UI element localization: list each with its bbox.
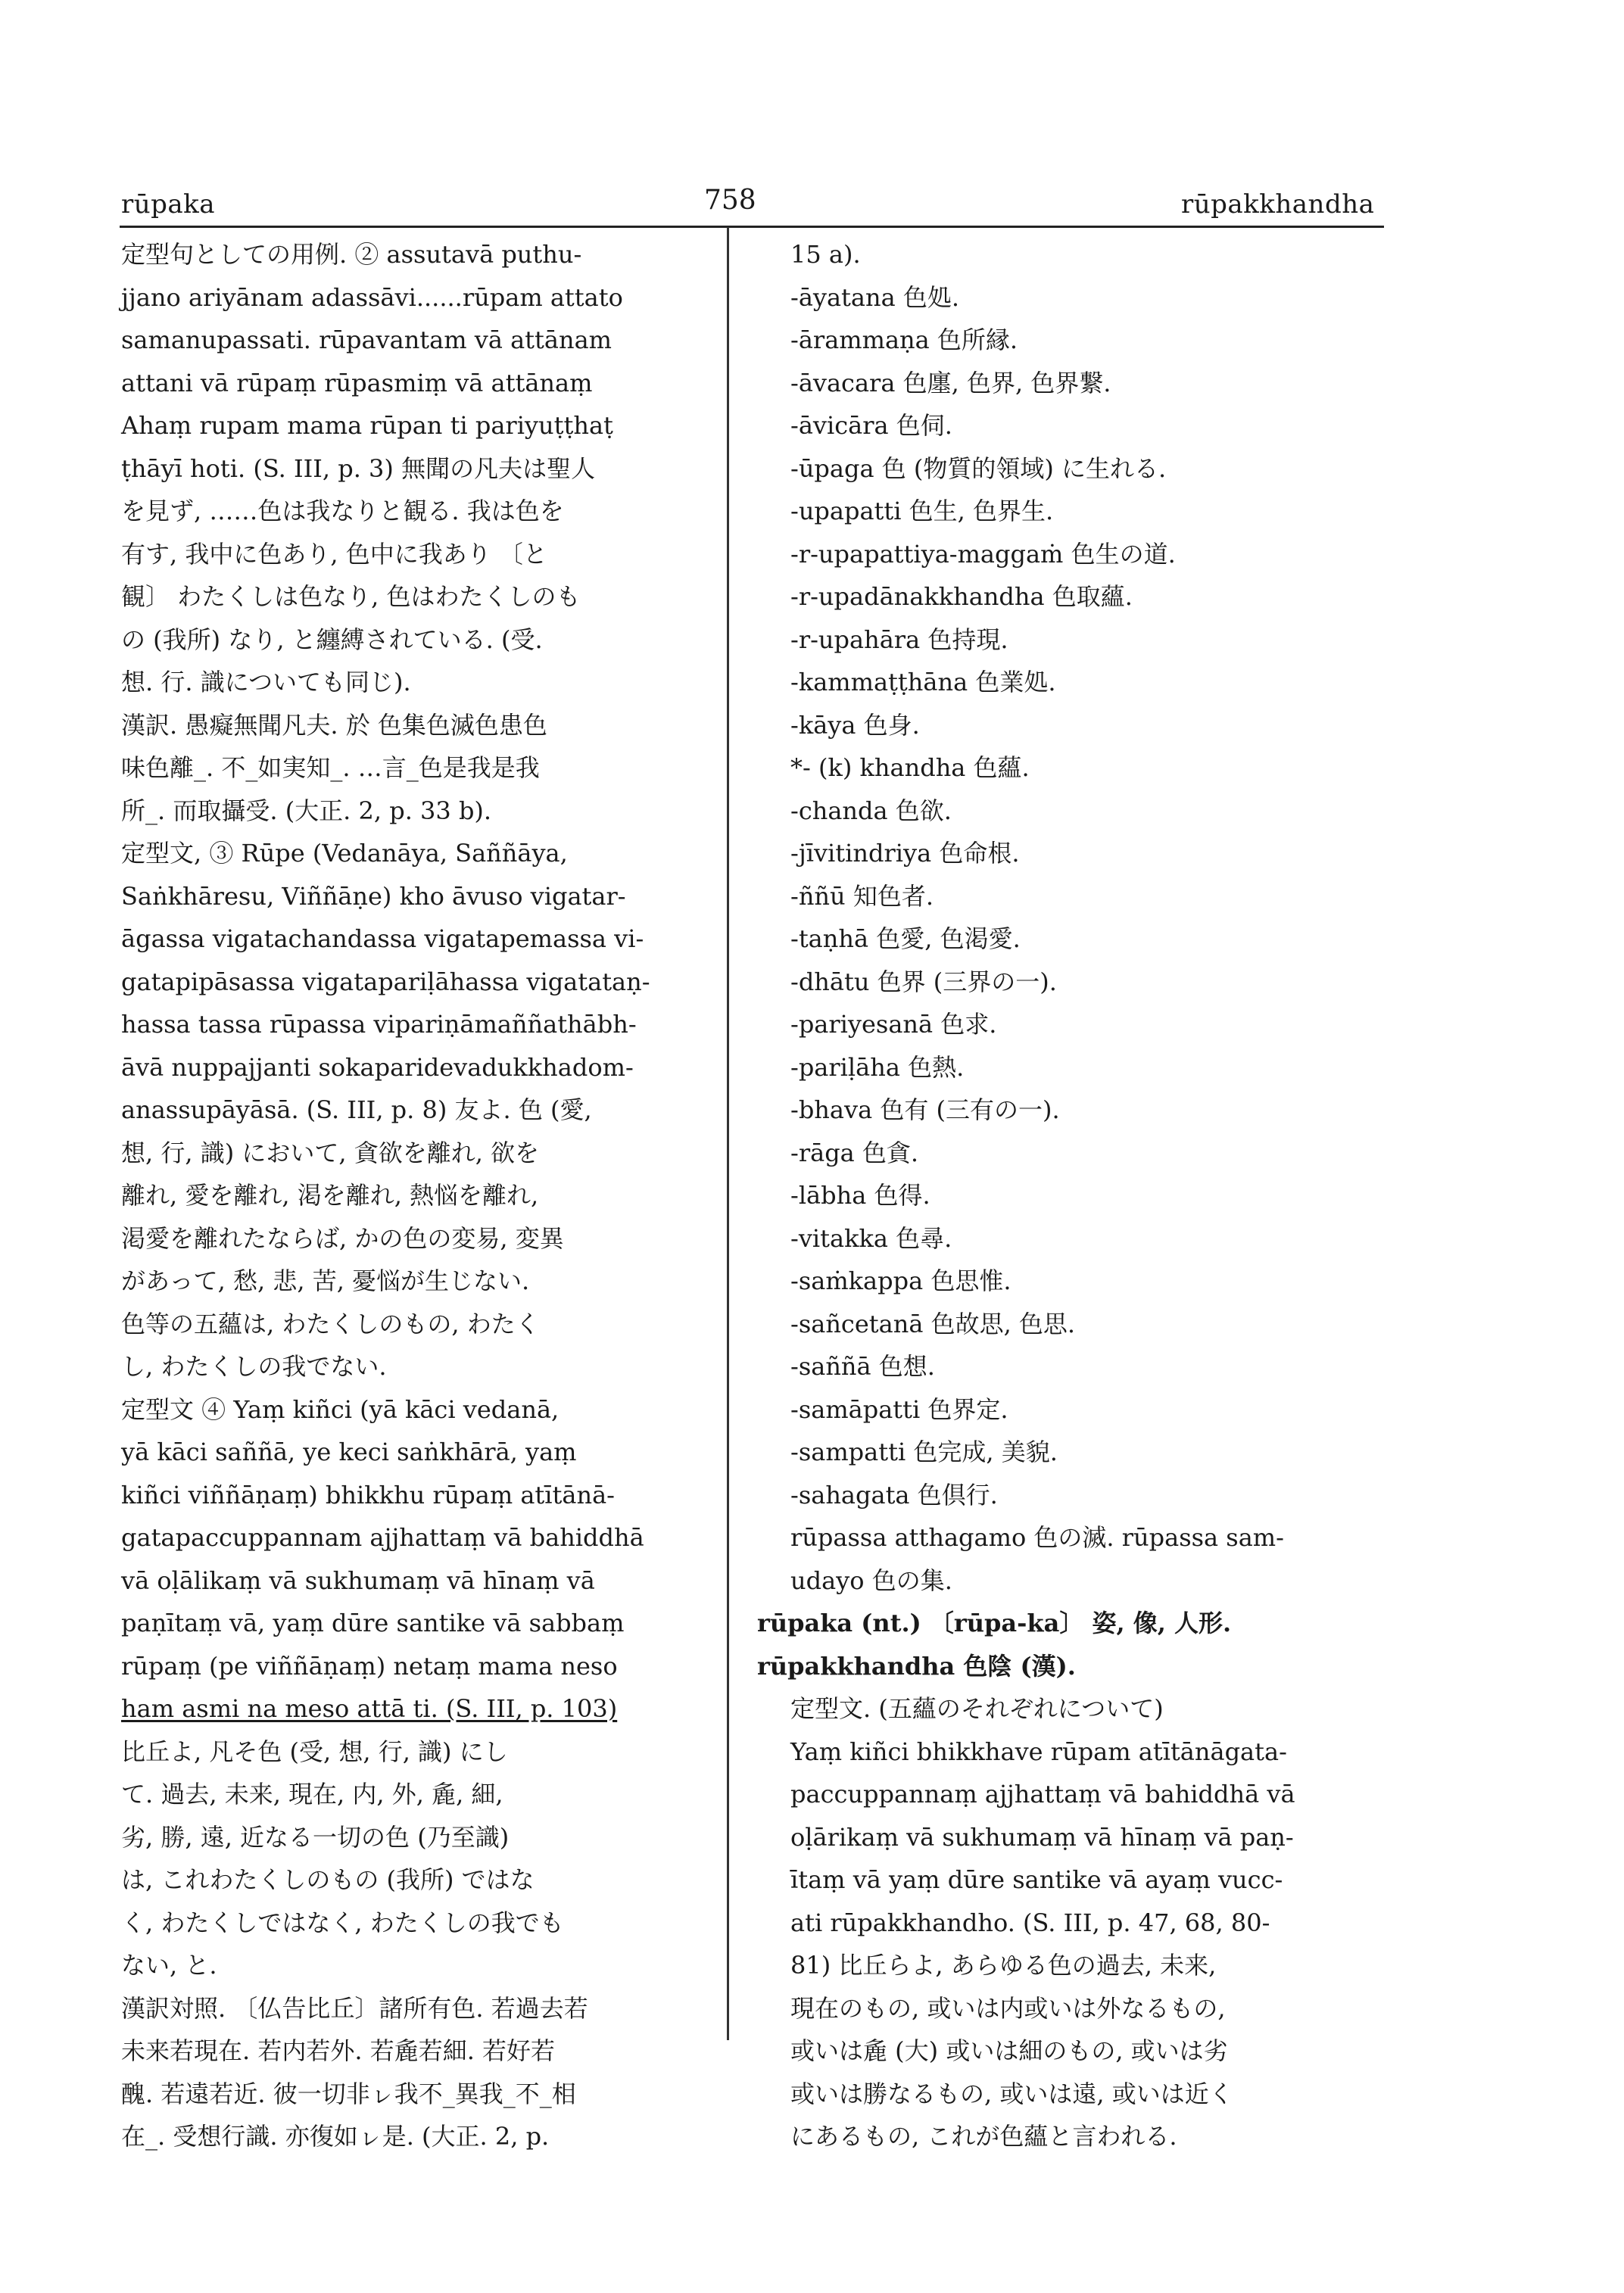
text-line: gatapaccuppannam ajjhattaṃ vā bahiddhā	[121, 1523, 644, 1552]
compound-entry: -ārammaṇa 色所縁.	[790, 326, 1018, 354]
text-line: があって, 愁, 悲, 苦, 憂悩が生じない.	[121, 1266, 530, 1295]
running-head-right: rūpakkhandha	[1181, 189, 1375, 220]
text-line: paṇītaṃ vā, yaṃ dūre santike vā sabbaṃ	[121, 1609, 625, 1637]
compound-entry: -sahagata 色倶行.	[790, 1480, 998, 1509]
text-line: 定型文, ③ Rūpe (Vedanāya, Saññāya,	[121, 839, 568, 868]
text-line: 観〕 わたくしは色なり, 色はわたくしのも	[121, 582, 581, 611]
text-line: attani vā rūpaṃ rūpasmiṃ vā attānaṃ	[121, 368, 593, 397]
text-line: 或いは麁 (大) 或いは細のもの, 或いは劣	[790, 2036, 1228, 2065]
text-line: kiñci viññāṇaṃ) bhikkhu rūpaṃ atītānā-	[121, 1480, 615, 1509]
compound-entry: -rāga 色貪.	[790, 1138, 919, 1167]
text-line: を見ず, ……色は我なりと観る. 我は色を	[121, 497, 564, 525]
compound-entry: -ūpaga 色 (物質的領域) に生れる.	[790, 453, 1167, 483]
page-number: 758	[704, 185, 756, 216]
text-line: ītaṃ vā yaṃ dūre santike vā ayaṃ vucc-	[790, 1865, 1283, 1894]
text-line: yā kāci saññā, ye keci saṅkhārā, yaṃ	[121, 1438, 577, 1466]
text-line: vā oḷālikaṃ vā sukhumaṃ vā hīnaṃ vā	[121, 1566, 595, 1595]
text-line: 81) 比丘らよ, あらゆる色の過去, 未来,	[790, 1951, 1217, 1980]
text-line: 想, 行, 識) において, 貪欲を離れ, 欲を	[121, 1138, 540, 1167]
text-line: ati rūpakkhandho. (S. III, p. 47, 68, 80-	[790, 1908, 1270, 1937]
text-line: 比丘よ, 凡そ色 (受, 想, 行, 識) にし	[121, 1737, 508, 1766]
compound-entry: -kāya 色身.	[790, 710, 920, 740]
text-line: ない, と.	[121, 1951, 217, 1980]
compound-entry: -sañcetanā 色故思, 色思.	[790, 1309, 1076, 1338]
headword-rupakkhandha: rūpakkhandha 色陰 (漢).	[757, 1651, 1076, 1681]
compound-entry: -sampatti 色完成, 美貌.	[790, 1438, 1058, 1466]
compound-entry: -pariyesanā 色求.	[790, 1010, 997, 1039]
text-line: 在_. 受想行識. 亦復如ㇾ是. (大正. 2, p.	[121, 2122, 550, 2151]
text-line: Ahaṃ rupam mama rūpan ti pariyuṭṭhaṭ	[121, 411, 613, 440]
text-line: jjano ariyānam adassāvi......rūpam attato	[121, 282, 623, 312]
text-line: 15 a).	[790, 240, 861, 269]
compound-entry: -taṇhā 色愛, 色渇愛.	[790, 924, 1021, 953]
text-line: anassupāyāsā. (S. III, p. 8) 友よ. 色 (愛,	[121, 1095, 592, 1124]
right-column	[757, 233, 1386, 2158]
text-line: し, わたくしの我でない.	[121, 1352, 387, 1381]
running-head-left: rūpaka	[121, 189, 216, 220]
text-line: 未来若現在. 若内若外. 若麁若細. 若好若	[121, 2036, 556, 2065]
text-line: 有す, 我中に色あり, 色中に我あり 〔と	[121, 539, 547, 569]
compound-entry: -r-upahāra 色持現.	[790, 625, 1008, 654]
text-line: 渇愛を離れたならば, かの色の変易, 変異	[121, 1223, 564, 1253]
compound-entry: -vitakka 色尋.	[790, 1223, 952, 1253]
compound-entry: -r-upapattiya-maggaṁ 色生の道.	[790, 539, 1176, 569]
page-header	[0, 0, 1624, 235]
text-line: oḷārikaṃ vā sukhumaṃ vā hīnaṃ vā paṇ-	[790, 1822, 1294, 1852]
text-line: udayo 色の集.	[790, 1566, 952, 1595]
text-line: āgassa vigatachandassa vigatapemassa vi-	[121, 924, 644, 953]
text-line: gatapipāsassa vigatapariḷāhassa vigatataṇ-	[121, 967, 650, 996]
text-line: にあるもの, これが色蘊と言われる.	[790, 2122, 1177, 2151]
text-line: paccuppannaṃ ajjhattaṃ vā bahiddhā vā	[790, 1780, 1295, 1809]
text-line: ṭhāyī hoti. (S. III, p. 3) 無聞の凡夫は聖人	[121, 453, 596, 483]
text-line: rūpassa atthagamo 色の滅. rūpassa sam-	[790, 1523, 1284, 1552]
text-line: samanupassati. rūpavantam vā attānam	[121, 326, 612, 354]
text-line: Saṅkhāresu, Viññāṇe) kho āvuso vigatar-	[121, 881, 626, 911]
text-line: 漢訳対照. 〔仏告比丘〕諸所有色. 若過去若	[121, 1993, 588, 2023]
text-line: 醜. 若遠若近. 彼一切非ㇾ我不_異我_不_相	[121, 2079, 576, 2108]
text-line: Yaṃ kiñci bhikkhave rūpam atītānāgata-	[790, 1737, 1287, 1766]
header-rule	[120, 226, 1384, 228]
text-line: rūpaṃ (pe viññāṇaṃ) netaṃ mama neso	[121, 1651, 618, 1681]
text-line: の (我所) なり, と纏縛されている. (受.	[121, 625, 543, 654]
text-line: 定型文. (五蘊のそれぞれについて)	[790, 1694, 1164, 1723]
text-line: ham asmi na meso attā ti. (S. III, p. 103)	[121, 1694, 618, 1723]
text-line: 劣, 勝, 遠, 近なる一切の色 (乃至識)	[121, 1822, 510, 1852]
compound-entry: -pariḷāha 色熱.	[790, 1052, 965, 1082]
compound-entry: -kammaṭṭhāna 色業処.	[790, 668, 1056, 696]
compound-entry: -dhātu 色界 (三界の一).	[790, 967, 1057, 996]
left-column	[121, 233, 704, 2158]
compound-entry: -r-upadānakkhandha 色取蘊.	[790, 582, 1133, 611]
compound-entry: -jīvitindriya 色命根.	[790, 839, 1020, 868]
compound-entry: -saññā 色想.	[790, 1352, 935, 1381]
compound-entry: -lābha 色得.	[790, 1181, 930, 1210]
text-line: 所_. 而取攝受. (大正. 2, p. 33 b).	[121, 796, 492, 825]
headword-rupaka: rūpaka (nt.) 〔rūpa-ka〕 姿, 像, 人形.	[757, 1609, 1232, 1637]
compound-entry: -āyatana 色処.	[790, 282, 960, 312]
text-line: て. 過去, 未来, 現在, 内, 外, 麁, 細,	[121, 1780, 503, 1809]
text-line: 味色離_. 不_如実知_. …言_色是我是我	[121, 753, 540, 782]
compound-entry: -bhava 色有 (三有の一).	[790, 1095, 1060, 1124]
compound-entry: -chanda 色欲.	[790, 796, 952, 825]
column-divider	[727, 227, 729, 2040]
text-line: く, わたくしではなく, わたくしの我でも	[121, 1908, 564, 1937]
text-line: 定型句としての用例. ② assutavā puthu-	[121, 240, 582, 269]
compound-entry: -samāpatti 色界定.	[790, 1394, 1008, 1424]
text-line: 漢訳. 愚癡無聞凡夫. 於 色集色滅色患色	[121, 710, 547, 740]
compound-entry: -saṁkappa 色思惟.	[790, 1266, 1011, 1295]
text-line: 色等の五蘊は, わたくしのもの, わたく	[121, 1309, 540, 1338]
compound-entry: *- (k) khandha 色蘊.	[790, 753, 1030, 782]
text-line: 想. 行. 識についても同じ).	[121, 668, 411, 696]
compound-entry: -āvacara 色廛, 色界, 色界繋.	[790, 368, 1111, 397]
text-line: 離れ, 愛を離れ, 渇を離れ, 熱悩を離れ,	[121, 1181, 539, 1210]
text-line: は, これわたくしのもの (我所) ではな	[121, 1865, 535, 1894]
compound-entry: -upapatti 色生, 色界生.	[790, 497, 1054, 525]
text-line: hassa tassa rūpassa vipariṇāmaññathābh-	[121, 1010, 637, 1039]
compound-entry: -āvicāra 色伺.	[790, 411, 952, 440]
text-line: āvā nuppajjanti sokaparidevadukkhadom-	[121, 1052, 634, 1082]
text-line: 或いは勝なるもの, 或いは遠, 或いは近く	[790, 2079, 1233, 2108]
text-line: 現在のもの, 或いは内或いは外なるもの,	[790, 1993, 1226, 2023]
compound-entry: -ññū 知色者.	[790, 881, 934, 911]
text-line: 定型文 ④ Yaṃ kiñci (yā kāci vedanā,	[121, 1394, 560, 1424]
